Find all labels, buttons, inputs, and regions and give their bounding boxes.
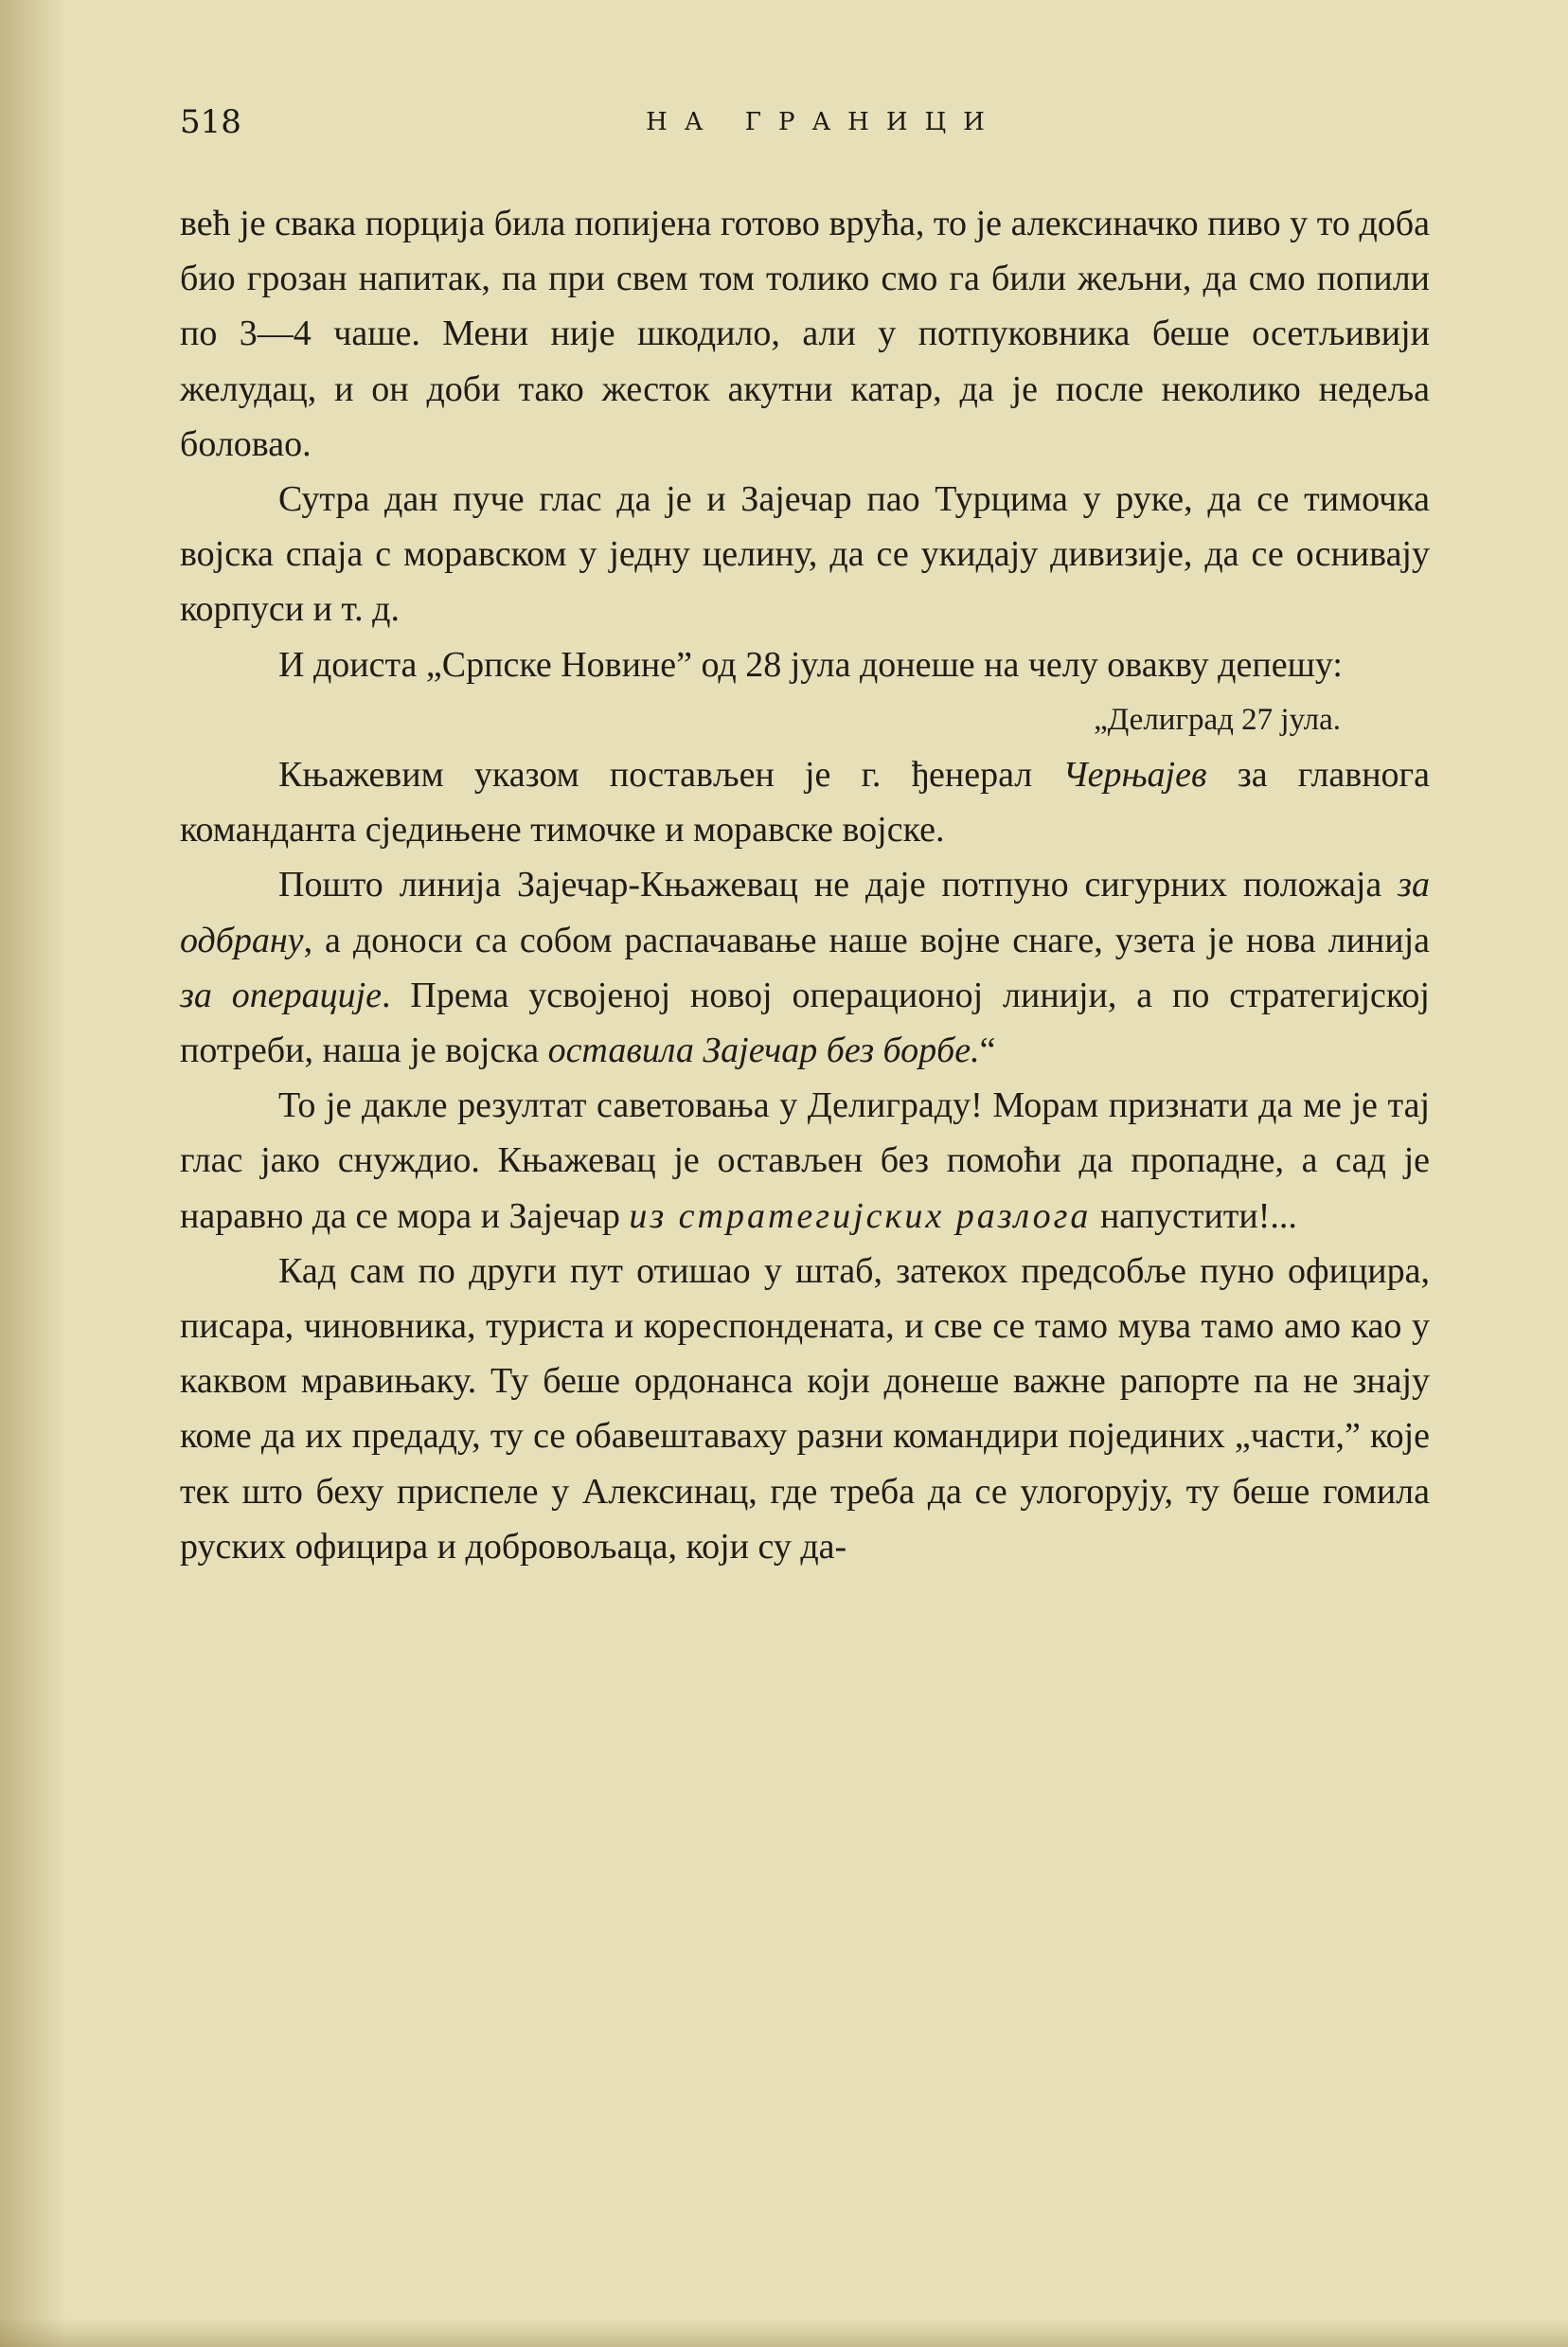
text-segment: То је дакле резултат саветовања у Делиграду! Морам признати да ме је тај глас јако снуждио. Књажевац је остављен без помоћи да пропадне, а сад је наравно да се мора и Зајечар xyxy=(180,1085,1430,1236)
paragraph-8 xyxy=(180,1244,1430,1574)
text-segment: И доиста „Српске Новине” од 28 јула донеше на челу овакву депешу: xyxy=(278,644,1343,685)
text-segment: Пошто линија Зајечар-Књажевац не даје потпуно сигурних положаја xyxy=(278,865,1399,905)
page-edge-shadow xyxy=(0,0,66,2347)
text-segment: Сутра дан пуче глас да је и Зајечар пао Турцима у руке, да се тимочка војска спаја с моравском у једну целину, да се укидају дивизије, да се оснивају корпуси и т. д. xyxy=(180,479,1430,630)
page-number: 518 xyxy=(180,103,241,141)
italic-segment: Черњајев xyxy=(1062,755,1207,796)
paragraph-6 xyxy=(180,857,1430,1078)
text-segment: , а доноси са собом распачавање наше војне снаге, узета је нова линија xyxy=(303,920,1430,960)
text-segment: већ је свака порција била попијена готово врућа, то је алексиначко пиво у то доба био грозан напитак, па при свем том толико смо га били жељни, да смо попили по 3—4 чаше. Мени није шкодило, али у потпуковника беше осетљивији желудац, и он доби тако жесток акутни катар, да је после неколико недеља боловао. xyxy=(180,204,1430,464)
text-segment: Књажевим указом постављен је г. ђенерал xyxy=(278,755,1063,796)
text-segment: напустити!... xyxy=(1091,1195,1297,1236)
text-segment: . Према усвојеној новој операционој линији, а по стратегијској потреби, наша је војска xyxy=(180,975,1430,1071)
text-segment: “ xyxy=(979,1030,996,1071)
paragraph-5 xyxy=(180,747,1430,857)
page-header xyxy=(180,99,1430,146)
running-title: НА ГРАНИЦИ xyxy=(646,108,1002,136)
italic-spaced-segment: из стратегијских разлога xyxy=(629,1195,1092,1236)
paragraph-3 xyxy=(180,637,1430,692)
dateline-text: „Делиград 27 јула. xyxy=(1094,702,1341,737)
text-segment: Кад сам по други пут отишао у штаб, затекох предсобље пуно официра, писара, чиновника, туриста и кореспондената, и све се тамо мува тамо амо као у каквом мравињаку. Ту беше ордонанса који донеше важне рапорте па не знају коме да их предаду, ту се обавештаваху разни командири појединих „части,” које тек што беху приспеле у Алексинац, где треба да се улогорују, ту беше гомила руских официра и добровољаца, који су да- xyxy=(180,1250,1430,1567)
paragraph-1 xyxy=(180,196,1430,472)
italic-segment: оставила Зајечар без борбе. xyxy=(547,1030,980,1071)
body-text xyxy=(180,196,1430,1574)
dispatch-dateline xyxy=(180,692,1430,747)
italic-segment: за одбрану xyxy=(180,865,1430,960)
page-bottom-shadow xyxy=(0,2319,1568,2347)
text-segment: за главнога команданта сједињене тимочке и моравске војске. xyxy=(180,755,1431,851)
paragraph-2 xyxy=(180,472,1430,637)
italic-segment: за операције xyxy=(180,975,383,1015)
paragraph-7 xyxy=(180,1078,1430,1244)
